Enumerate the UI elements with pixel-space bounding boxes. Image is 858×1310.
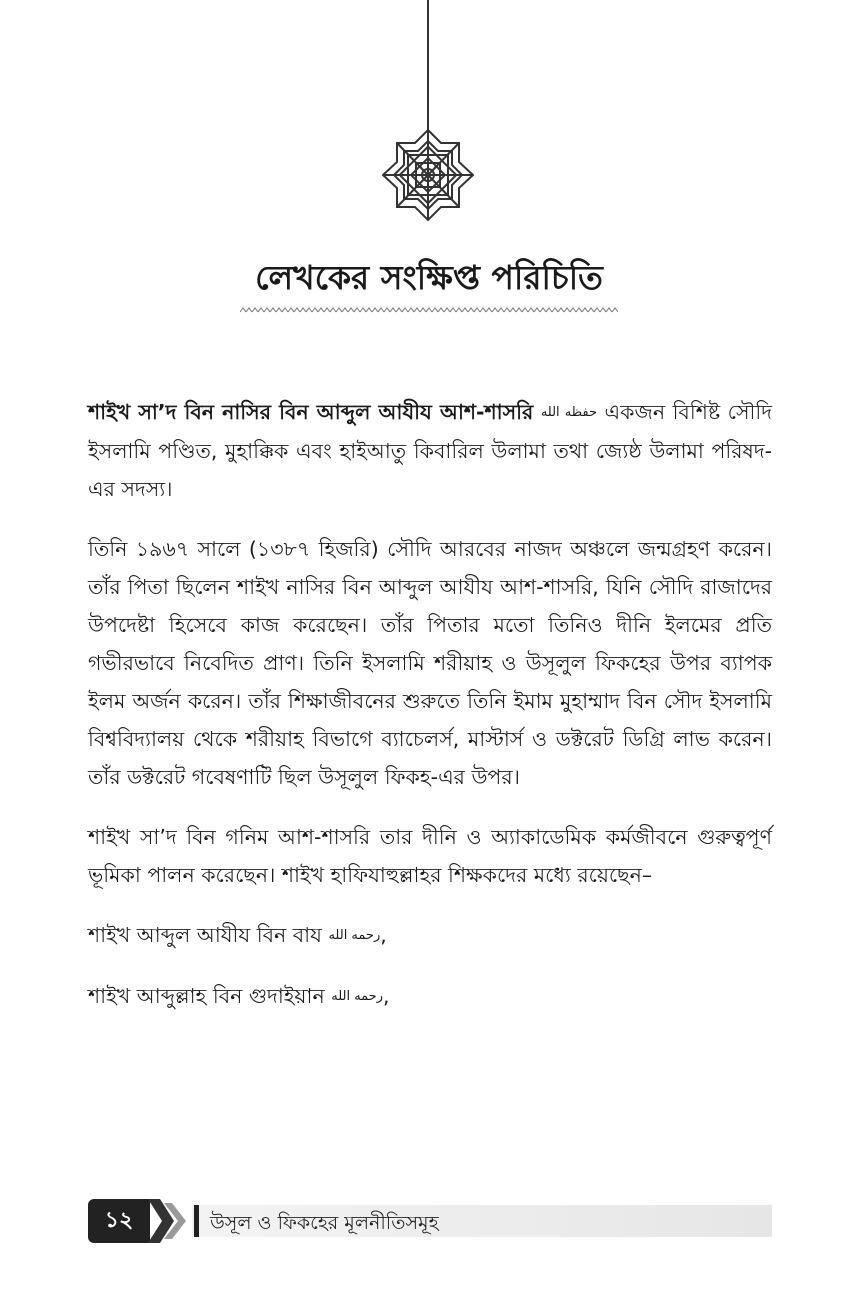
page-title: লেখকের সংক্ষিপ্ত পরিচিতি	[255, 258, 603, 297]
list-punctuation: ,	[380, 923, 387, 947]
paragraph-intro	[88, 393, 772, 508]
list-item	[88, 916, 772, 955]
paragraph-career: শাইখ সা’দ বিন গনিম আশ-শাসরি তার দীনি ও অ্যাকাডেমিক কর্মজীবনে গুরুত্বপূর্ণ ভূমিকা পালন করেছেন। শাইখ হাফিযাহুল্লাহর শিক্ষকদের মধ্যে রয়েছেন–	[88, 825, 772, 887]
title-underline-divider	[240, 307, 618, 313]
intro-text: একজন বিশিষ্ট সৌদি ইসলামি পণ্ডিত, মুহাক্কিক এবং হাইআতু কিবারিল উলামা তথা জ্যেষ্ঠ উলামা পরিষদ-এর সদস্য।	[88, 400, 772, 501]
teacher-name: শাইখ আব্দুল আযীয বিন বায	[88, 923, 322, 947]
footer-divider	[194, 1205, 199, 1237]
page-number: ১২	[88, 1199, 150, 1243]
author-name: শাইখ সা’দ বিন নাসির বিন আব্দুল আযীয আশ-শাসরি	[88, 400, 534, 424]
hanging-rosette-ornament-icon	[378, 0, 478, 222]
list-punctuation: ,	[383, 984, 390, 1008]
teacher-list	[88, 916, 772, 1016]
honorific-glyph: رحمه الله	[331, 989, 383, 1004]
double-chevron-icon	[148, 1199, 192, 1243]
teacher-name: শাইখ আব্দুল্লাহ বিন গুদাইয়ান	[88, 984, 325, 1008]
honorific-glyph: رحمه الله	[328, 928, 381, 943]
paragraph-background: তিনি ১৯৬৭ সালে (১৩৮৭ হিজরি) সৌদি আরবের নাজদ অঞ্চলে জন্মগ্রহণ করেন। তাঁর পিতা ছিলেন শাইখ নাসির বিন আব্দুল আযীয আশ-শাসরি, যিনি সৌদি রাজাদের উপদেষ্টা হিসেবে কাজ করেছেন। তাঁর পিতার মতো তিনিও দীনি ইলমের প্রতি গভীরভাবে নিবেদিত প্রাণ। তিনি ইসলামি শরীয়াহ ও উসূলুল ফিকহের উপর ব্যাপক ইলম অর্জন করেন। তাঁর শিক্ষাজীবনের শুরুতে তিনি ইমাম মুহাম্মাদ বিন সৌদ ইসলামি বিশ্ববিদ্যালয় থেকে শরীয়াহ বিভাগে ব্যাচেলর্স, মাস্টার্স ও ডক্টরেট ডিগ্রি লাভ করেন। তাঁর ডক্টরেট গবেষণাটি ছিল উসূলুল ফিকহ-এর উপর।	[88, 537, 773, 789]
list-item	[88, 977, 772, 1016]
book-title: উসূল ও ফিকহের মূলনীতিসমূহ	[210, 1212, 439, 1234]
biography-body	[88, 393, 772, 1038]
honorific-glyph: حفظه الله	[540, 405, 598, 420]
page-footer	[88, 1199, 772, 1243]
